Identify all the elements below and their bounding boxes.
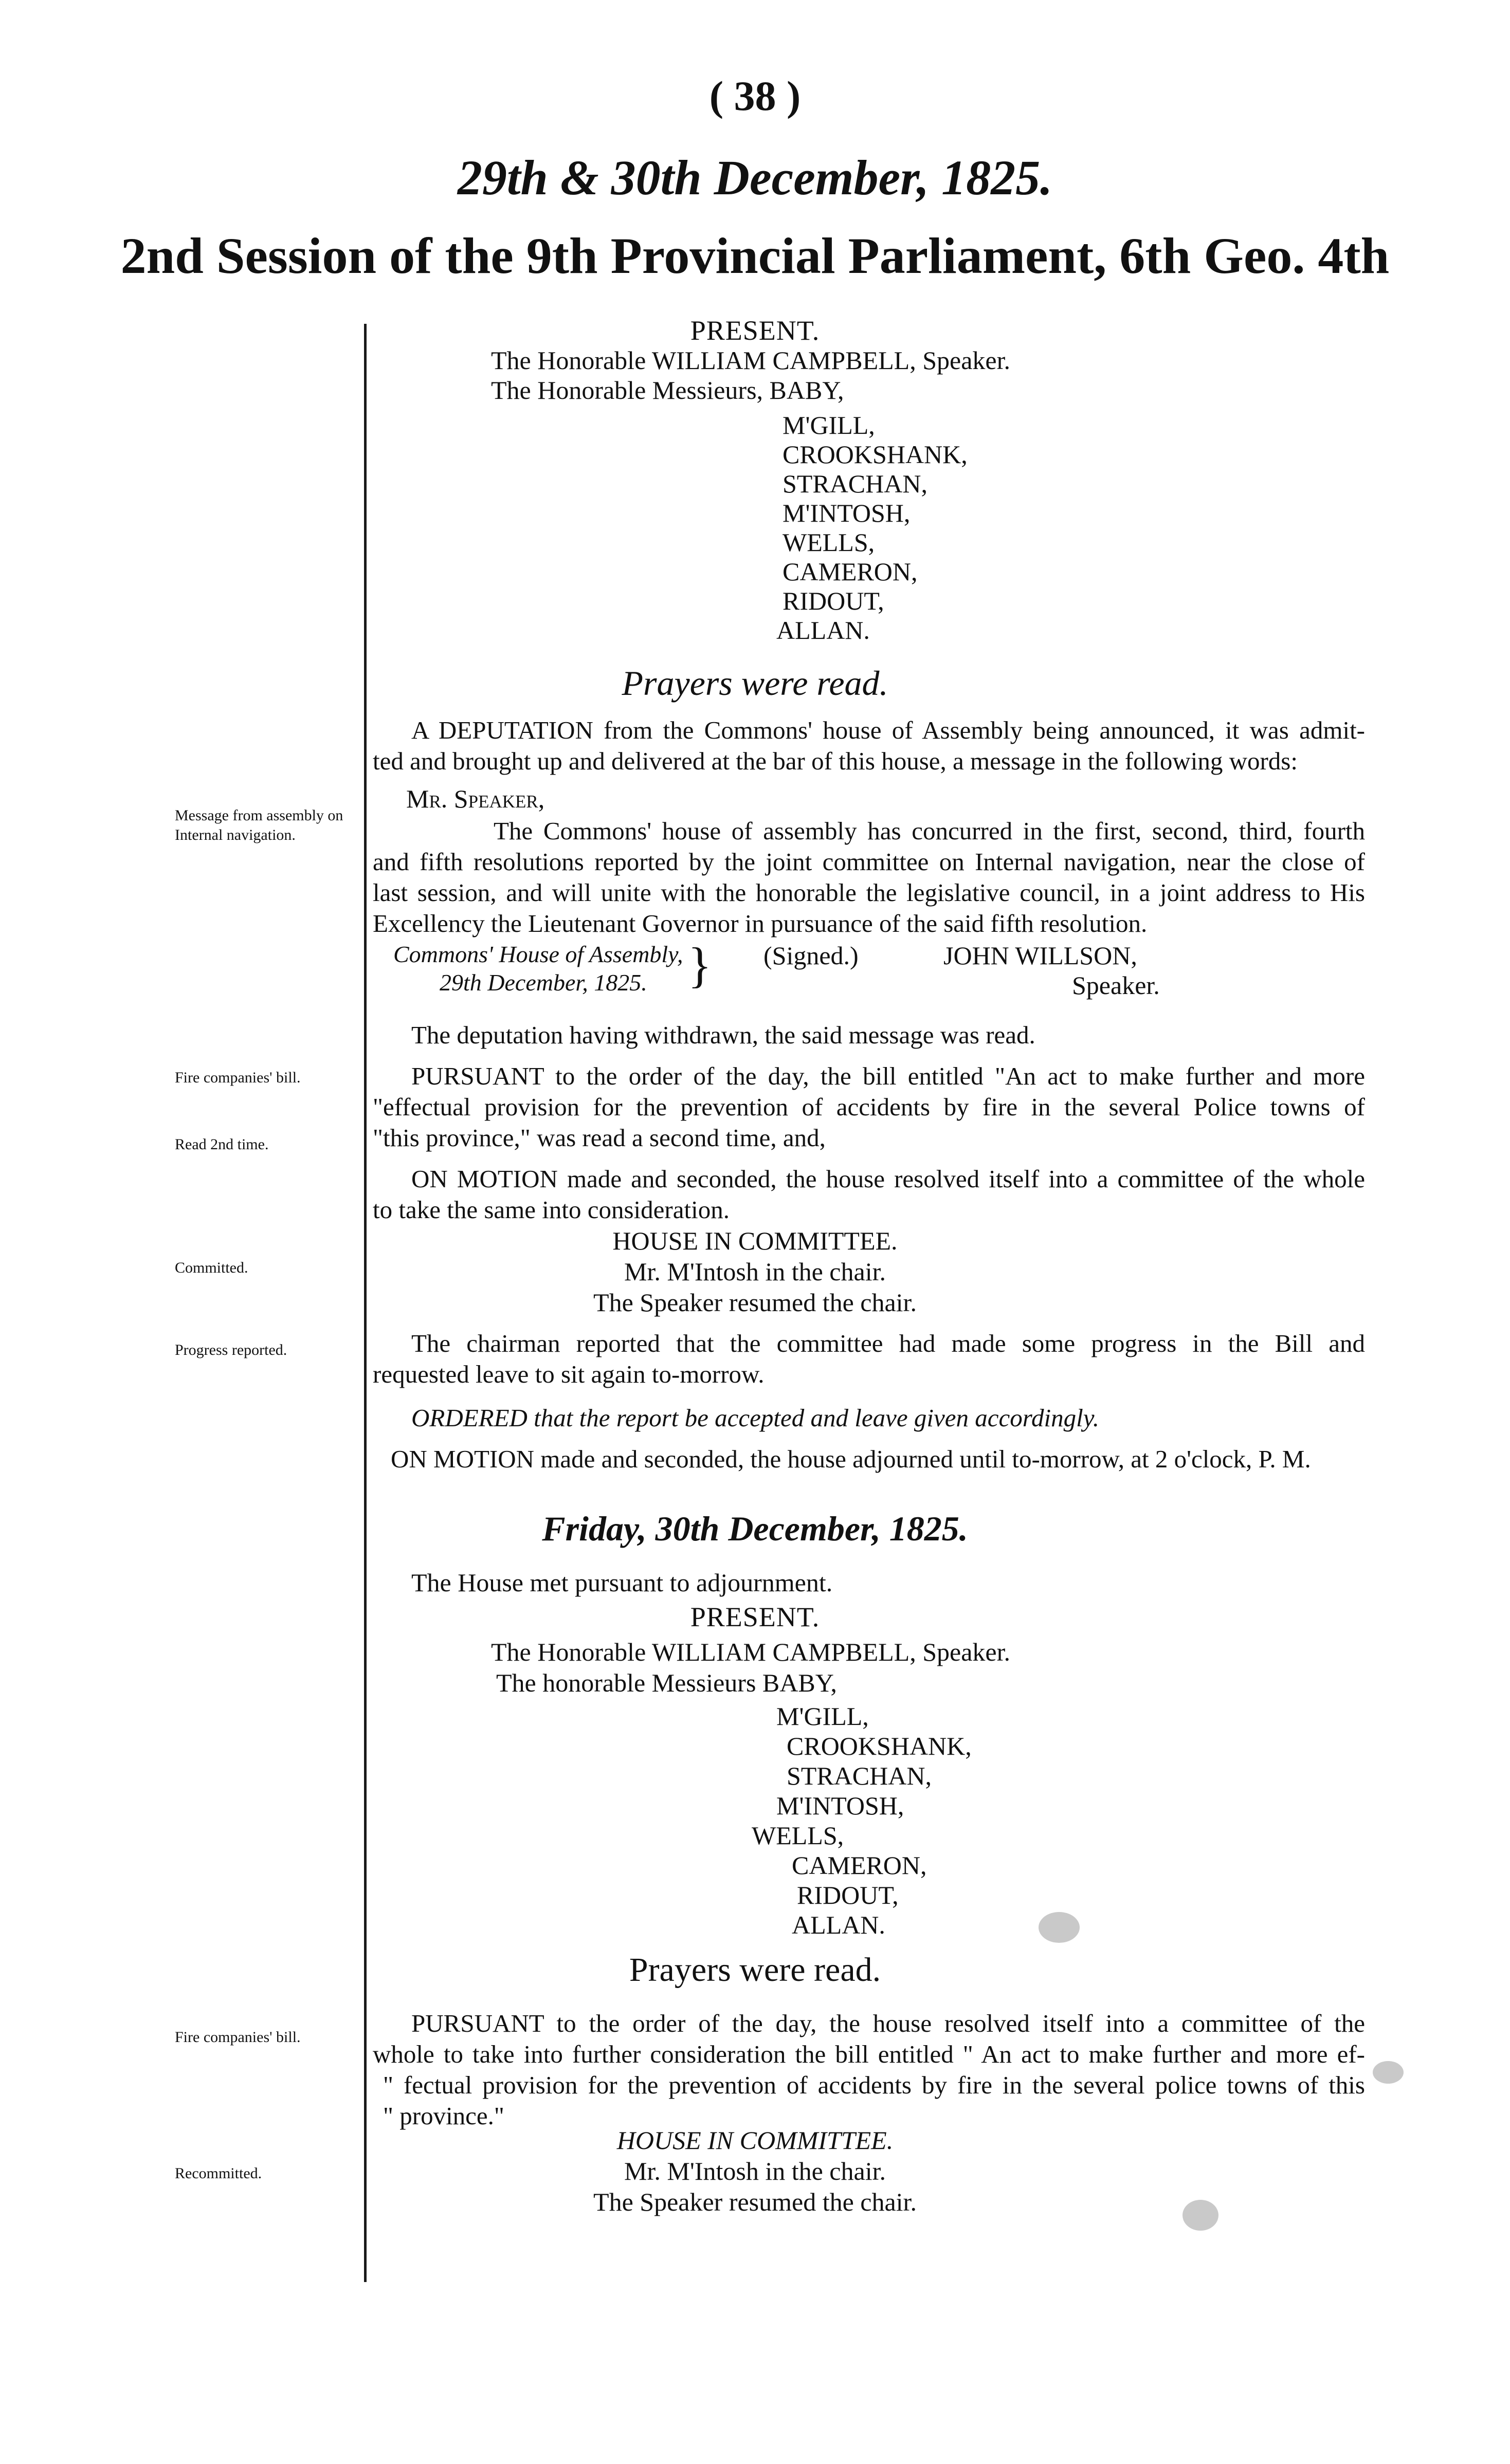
message-line: last session, and will unite with the honorable the legislative council, in a joint address to His: [373, 878, 1365, 907]
member-name: CROOKSHANK,: [783, 440, 968, 469]
speaker-resumed-2: The Speaker resumed the chair.: [593, 2187, 917, 2216]
house-in-committee: HOUSE IN COMMITTEE.: [612, 1226, 898, 1255]
signer-name: JOHN WILLSON,: [943, 941, 1137, 970]
scan-speck: [1182, 2200, 1218, 2231]
speaker-resumed: The Speaker resumed the chair.: [593, 1288, 917, 1317]
member-name: CROOKSHANK,: [787, 1732, 972, 1760]
present-label-2: PRESENT.: [690, 1602, 820, 1632]
member-name: ALLAN.: [792, 1910, 885, 1939]
member-name: M'GILL,: [776, 1702, 869, 1731]
member-name: RIDOUT,: [797, 1881, 899, 1909]
date-heading: 29th & 30th December, 1825.: [457, 150, 1053, 205]
margin-note-message: Message from assembly on Internal navigation.: [175, 807, 343, 843]
member-name: CAMERON,: [792, 1851, 927, 1880]
signer-title: Speaker.: [1072, 971, 1160, 1000]
motion-line: ON MOTION made and seconded, the house resolved itself into a committee of the whole: [411, 1165, 1365, 1193]
member-name: STRACHAN,: [783, 469, 927, 498]
prayers-heading: Prayers were read.: [622, 664, 888, 703]
deputation-line: ted and brought up and delivered at the bar of this house, a message in the following words:: [373, 747, 1298, 775]
prayers-heading-2: Prayers were read.: [629, 1951, 881, 1989]
house-met: The House met pursuant to adjournment.: [411, 1568, 833, 1597]
page-number: ( 38 ): [709, 72, 801, 119]
member-name: RIDOUT,: [783, 586, 884, 615]
signature-date: 29th December, 1825.: [440, 969, 647, 996]
ordered-line: ORDERED that the report be accepted and leave given accordingly.: [411, 1404, 1100, 1432]
member-name: WELLS,: [783, 528, 875, 557]
margin-note-recommitted: Recommitted.: [175, 2165, 262, 2182]
member-name: M'INTOSH,: [783, 499, 911, 527]
pursuant-line: "effectual provision for the prevention of accidents by fire in the several Police towns of: [373, 1093, 1365, 1121]
margin-note-read-2nd: Read 2nd time.: [175, 1136, 269, 1153]
message-line: and fifth resolutions reported by the joint committee on Internal navigation, near the close of: [373, 848, 1365, 876]
pursuant-line-2: " fectual provision for the prevention of accidents by fire in the several police towns of this: [383, 2071, 1365, 2099]
scan-speck: [1039, 1912, 1080, 1943]
member-name: STRACHAN,: [787, 1761, 932, 1790]
speaker-line: The Honorable WILLIAM CAMPBELL, Speaker.: [491, 346, 1010, 375]
scan-speck: [1373, 2061, 1404, 2084]
pursuant-line-2: PURSUANT to the order of the day, the house resolved itself into a committee of the: [411, 2009, 1365, 2037]
chairman-reported-line: The chairman reported that the committee had made some progress in the Bill and: [411, 1329, 1365, 1357]
message-line: Excellency the Lieutenant Governor in pursuance of the said fifth resolution.: [373, 909, 1148, 937]
margin-note-progress: Progress reported.: [175, 1341, 287, 1358]
margin-note-fire-bill: Fire companies' bill.: [175, 1069, 301, 1086]
messieurs-line-2: The honorable Messieurs BABY,: [496, 1668, 837, 1697]
adjourned-line: ON MOTION made and seconded, the house adjourned until to-morrow, at 2 o'clock, P. M.: [391, 1445, 1311, 1473]
chairman-reported-line: requested leave to sit again to-morrow.: [373, 1360, 765, 1388]
pursuant-line: "this province," was read a second time, and,: [373, 1124, 826, 1152]
committee-chair-2: Mr. M'Intosh in the chair.: [624, 2157, 886, 2185]
deputation-withdrawn: The deputation having withdrawn, the said message was read.: [411, 1021, 1035, 1049]
motion-line: to take the same into consideration.: [373, 1196, 730, 1224]
member-name: WELLS,: [752, 1821, 844, 1850]
friday-heading: Friday, 30th December, 1825.: [542, 1509, 968, 1548]
signed-label: (Signed.): [763, 941, 859, 970]
member-name: CAMERON,: [783, 557, 918, 586]
message-line: The Commons' house of assembly has concurred in the first, second, third, fourth: [494, 817, 1365, 845]
member-name: ALLAN.: [776, 616, 870, 645]
signature-brace: }: [688, 937, 712, 992]
speaker-line-2: The Honorable WILLIAM CAMPBELL, Speaker.: [491, 1638, 1010, 1666]
pursuant-line-2: " province.": [383, 2102, 504, 2130]
pursuant-line: PURSUANT to the order of the day, the bill entitled "An act to make further and more: [411, 1062, 1365, 1090]
member-name: M'GILL,: [783, 411, 875, 439]
member-name: M'INTOSH,: [776, 1791, 904, 1820]
committee-chair: Mr. M'Intosh in the chair.: [624, 1257, 886, 1286]
house-in-committee-2: HOUSE IN COMMITTEE.: [616, 2126, 894, 2155]
pursuant-line-2: whole to take into further consideration the bill entitled " An act to make further and more ef-: [373, 2040, 1365, 2068]
messieurs-line: The Honorable Messieurs, BABY,: [491, 376, 844, 404]
session-heading: 2nd Session of the 9th Provincial Parliament, 6th Geo. 4th: [120, 227, 1390, 284]
present-label: PRESENT.: [690, 315, 820, 346]
deputation-line: A DEPUTATION from the Commons' house of Assembly being announced, it was admit-: [411, 716, 1365, 744]
margin-note-committed: Committed.: [175, 1259, 248, 1276]
margin-note-fire-bill-2: Fire companies' bill.: [175, 2029, 301, 2046]
signature-place: Commons' House of Assembly,: [393, 941, 683, 967]
mr-speaker: Mr. Speaker,: [406, 784, 545, 813]
